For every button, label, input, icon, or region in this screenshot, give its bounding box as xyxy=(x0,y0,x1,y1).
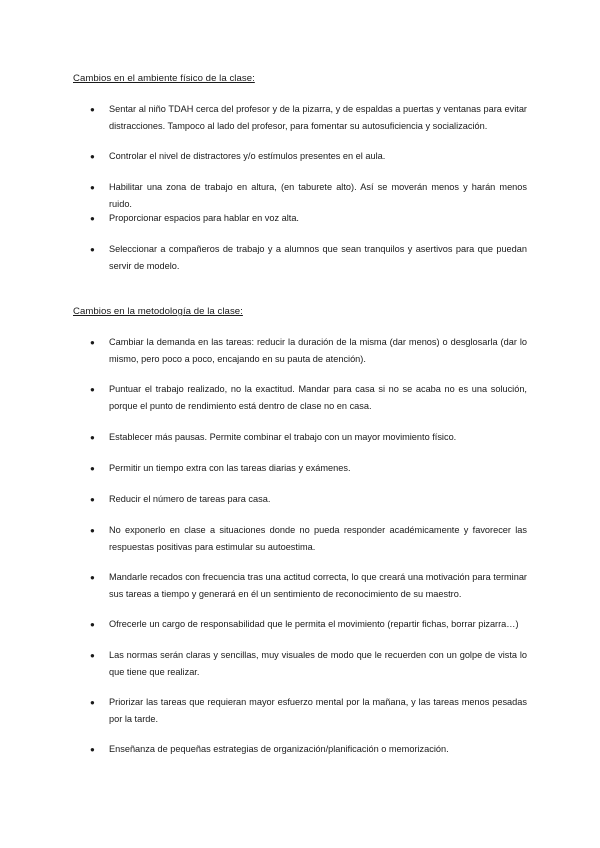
bullet-icon: ● xyxy=(90,620,95,629)
list-item xyxy=(90,381,527,415)
section-heading-methodology: Cambios en la metodología de la clase: xyxy=(73,306,243,317)
list-item-text: Seleccionar a compañeros de trabajo y a alumnos que sean tranquilos y asertivos para que puedan servir de modelo. xyxy=(109,244,527,271)
list-item-text: Habilitar una zona de trabajo en altura, (en taburete alto). Así se moverán menos y harán menos ruido. xyxy=(109,182,527,209)
list-item xyxy=(90,569,527,603)
bullet-icon: ● xyxy=(90,745,95,754)
list-item xyxy=(90,522,527,556)
list-item xyxy=(90,101,527,135)
list-item xyxy=(90,210,527,227)
bullet-icon: ● xyxy=(90,698,95,707)
list-item xyxy=(90,616,527,633)
list-item xyxy=(90,694,527,728)
list-item-text: Enseñanza de pequeñas estrategias de organización/planificación o memorización. xyxy=(109,744,449,754)
list-item-text: Reducir el número de tareas para casa. xyxy=(109,494,271,504)
bullet-icon: ● xyxy=(90,385,95,394)
list-item-text: Priorizar las tareas que requieran mayor esfuerzo mental por la mañana, y las tareas menos pesadas por la tarde. xyxy=(109,697,527,724)
bullet-icon: ● xyxy=(90,573,95,582)
list-item xyxy=(90,491,527,508)
bullet-icon: ● xyxy=(90,245,95,254)
bullet-icon: ● xyxy=(90,495,95,504)
bullet-icon: ● xyxy=(90,152,95,161)
bullet-icon: ● xyxy=(90,183,95,192)
bullet-icon: ● xyxy=(90,105,95,114)
list-item-text: No exponerlo en clase a situaciones donde no pueda responder académicamente y favorecer las respuestas positivas para estimular su autoestima. xyxy=(109,525,527,552)
list-item-text: Mandarle recados con frecuencia tras una actitud correcta, lo que creará una motivación para terminar sus tareas a tiempo y generará en él un sentimiento de reconocimiento de su maestro. xyxy=(109,572,527,599)
list-item-text: Cambiar la demanda en las tareas: reducir la duración de la misma (dar menos) o desglosarla (dar lo mismo, pero poco a poco, encajando en su pauta de atención). xyxy=(109,337,527,364)
list-item xyxy=(90,334,527,368)
list-item xyxy=(90,241,527,275)
list-item-text: Ofrecerle un cargo de responsabilidad que le permita el movimiento (repartir fichas, borrar pizarra…) xyxy=(109,619,519,629)
bullet-icon: ● xyxy=(90,338,95,347)
list-item-text: Permitir un tiempo extra con las tareas diarias y exámenes. xyxy=(109,463,351,473)
list-item xyxy=(90,429,527,446)
list-item xyxy=(90,148,527,165)
bullet-icon: ● xyxy=(90,433,95,442)
list-item-text: Establecer más pausas. Permite combinar el trabajo con un mayor movimiento físico. xyxy=(109,432,457,442)
list-item-text: Controlar el nivel de distractores y/o estímulos presentes en el aula. xyxy=(109,151,386,161)
bullet-icon: ● xyxy=(90,464,95,473)
list-item-text: Las normas serán claras y sencillas, muy visuales de modo que le recuerden con un golpe de vista lo que tiene que realizar. xyxy=(109,650,527,677)
bullet-icon: ● xyxy=(90,651,95,660)
list-item xyxy=(90,179,527,213)
list-item xyxy=(90,647,527,681)
bullet-icon: ● xyxy=(90,214,95,223)
list-item xyxy=(90,460,527,477)
section-heading-physical-environment: Cambios en el ambiente físico de la clase: xyxy=(73,73,255,84)
bullet-icon: ● xyxy=(90,526,95,535)
list-item-text: Puntuar el trabajo realizado, no la exactitud. Mandar para casa si no se acaba no es una solución, porque el punto de rendimiento está dentro de clase no en casa. xyxy=(109,384,527,411)
list-item-text: Proporcionar espacios para hablar en voz alta. xyxy=(109,213,299,223)
list-item xyxy=(90,741,527,758)
list-item-text: Sentar al niño TDAH cerca del profesor y de la pizarra, y de espaldas a puertas y ventanas para evitar distracciones. Tampoco al lado del profesor, para fomentar su autosuficiencia y socialización. xyxy=(109,104,527,131)
